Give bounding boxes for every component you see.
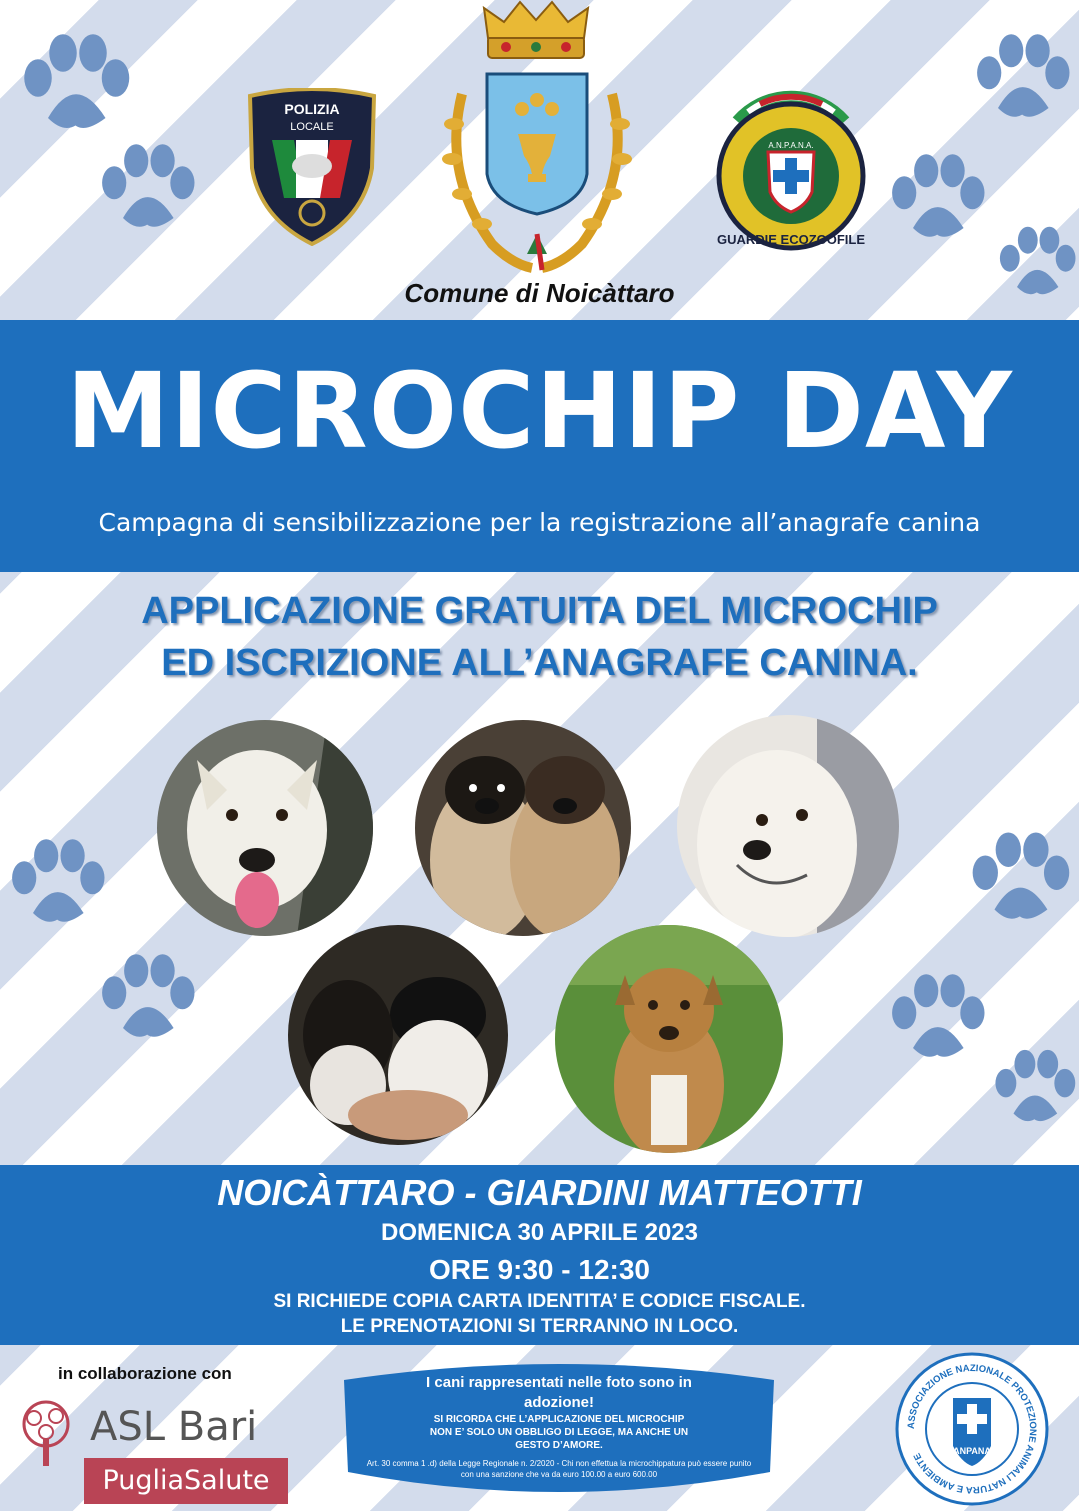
asl-bari-logo [10, 1398, 295, 1510]
paw-print-icon [960, 815, 1075, 935]
black-white-puppies-photo [288, 925, 508, 1145]
paw-print-icon [965, 20, 1075, 130]
notice-line-4: Art. 30 comma 1 .d) della Legge Regionale n. 2/2020 - Chi non effettua la microchippatura può essere punito con una sanzione che va da euro 100.00 a euro 600.00 [366, 1459, 752, 1479]
event-date: DOMENICA 30 APRILE 2023 [381, 1219, 698, 1246]
paw-print-icon [880, 140, 990, 250]
notice-line-2: adozione! [524, 1394, 594, 1411]
white-dog-tongue-photo [677, 715, 899, 937]
event-booking: LE PRENOTAZIONI SI TERRANNO IN LOCO. [340, 1316, 739, 1337]
paw-print-icon [90, 940, 200, 1050]
notice-line-1: I cani rappresentati nelle foto sono in [426, 1374, 692, 1391]
asl-bari-text: ASL Bari [90, 1404, 258, 1450]
paw-print-icon [0, 820, 110, 940]
comune-emblem [432, 64, 642, 278]
headline-line-2: ED ISCRIZIONE ALL’ANAGRAFE CANINA. [161, 642, 918, 684]
page-title: MICROCHIP DAY [66, 350, 1013, 472]
polizia-locale-logo [244, 88, 380, 246]
tree-icon [10, 1398, 82, 1470]
paw-print-icon [985, 1030, 1079, 1140]
adoption-notice [334, 1352, 784, 1507]
collaboration-label: in collaborazione con [58, 1364, 232, 1383]
paw-print-icon [880, 960, 990, 1070]
page-subtitle: Campagna di sensibilizzazione per la registrazione all’anagrafe canina [98, 508, 981, 537]
event-location: NOICÀTTARO - GIARDINI MATTEOTTI [217, 1172, 862, 1213]
polizia-top-text: POLIZIA [284, 101, 340, 117]
crown-icon [476, 0, 596, 62]
guardie-ecozoofile-logo [708, 88, 874, 254]
comune-name: Comune di Noicàttaro [404, 278, 675, 308]
white-dog-photo [157, 720, 373, 936]
polizia-bottom-text: LOCALE [290, 121, 334, 133]
anpana-association-logo [893, 1350, 1051, 1508]
tan-dog-photo [555, 925, 783, 1153]
event-requirement: SI RICHIEDE COPIA CARTA IDENTITA’ E CODICE FISCALE. [273, 1291, 806, 1312]
headline-line-1: APPLICAZIONE GRATUITA DEL MICROCHIP [141, 590, 938, 632]
paw-print-icon [90, 130, 200, 240]
guardie-ecozoofile-text: GUARDIE ECOZOOFILE [716, 232, 866, 247]
paw-print-icon [8, 18, 138, 143]
event-hours: ORE 9:30 - 12:30 [429, 1254, 650, 1285]
anpana-ring-text: ASSOCIAZIONE NAZIONALE PROTEZIONE ANIMALI NATURA E AMBIENTE [905, 1362, 1039, 1496]
anpana-small-text: A.N.P.A.N.A. [768, 141, 814, 150]
notice-line-3: SI RICORDA CHE L’APPLICAZIONE DEL MICROCHIP NON E’ SOLO UN OBBLIGO DI LEGGE, MA ANCHE UN GESTO D’AMORE. [429, 1414, 689, 1451]
two-puppies-photo [415, 720, 631, 936]
puglia-salute-text: PugliaSalute [84, 1458, 288, 1504]
anpana-label-text: ANPANA [953, 1446, 991, 1456]
